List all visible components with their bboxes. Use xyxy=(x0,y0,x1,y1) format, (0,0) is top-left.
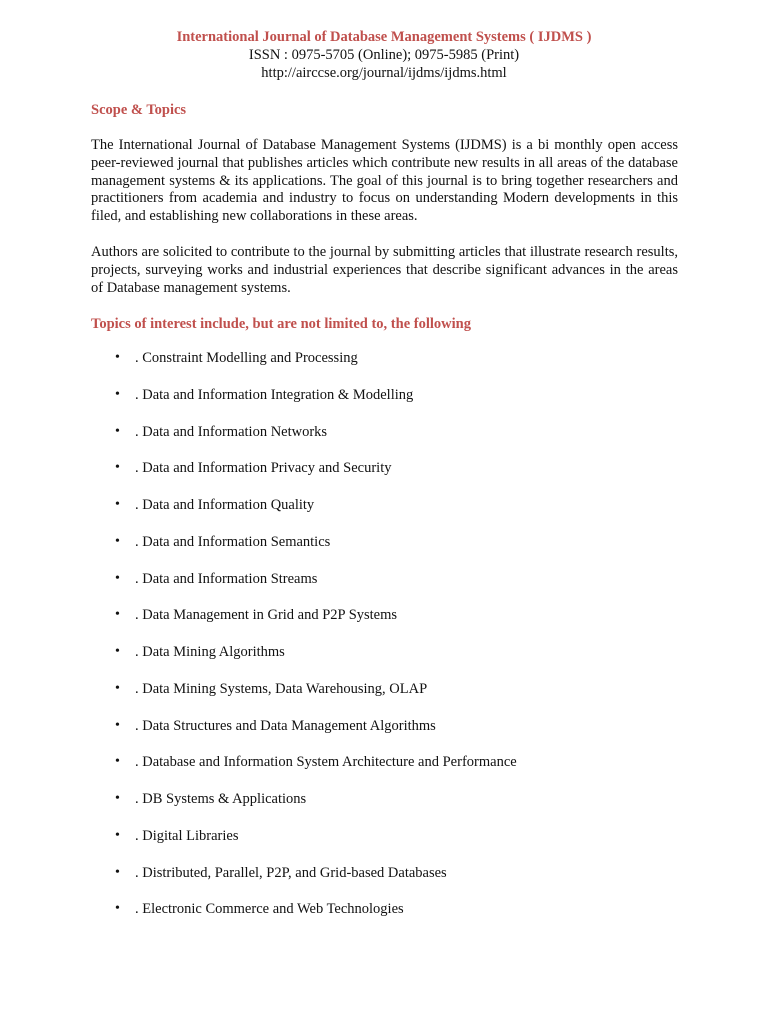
topic-text: . Data and Information Networks xyxy=(135,423,328,440)
topic-text: . Distributed, Parallel, P2P, and Grid-based Databases xyxy=(135,864,447,881)
bullet-icon: • xyxy=(115,570,120,586)
topic-text: . Data and Information Semantics xyxy=(135,533,331,550)
topic-text: . Data Mining Systems, Data Warehousing, OLAP xyxy=(135,680,428,697)
topic-text: . Data Management in Grid and P2P Systems xyxy=(135,607,398,624)
scope-paragraph-2: Authors are solicited to contribute to the journal by submitting articles that illustrate research results, projects, surveying works and industrial experiences that describe significant advances in the areas of Database management systems. xyxy=(91,244,678,296)
bullet-icon: • xyxy=(115,386,120,402)
journal-header xyxy=(0,28,768,82)
bullet-icon: • xyxy=(115,717,120,733)
bullet-icon: • xyxy=(115,350,120,365)
topic-text: . Data Mining Algorithms xyxy=(135,644,285,660)
topic-text: . Constraint Modelling and Processing xyxy=(135,350,358,366)
scope-paragraph-1: The International Journal of Database Management Systems (IJDMS) is a bi monthly open access peer-reviewed journal that publishes articles which contribute new results in all areas of the database management systems & its applications. The goal of this journal is to bring together researchers and practitioners from academia and industry to focus on understanding Modern developments in this filed, and establishing new collaborations in these areas. xyxy=(91,137,678,225)
topic-text: . Data Structures and Data Management Algorithms xyxy=(135,717,436,734)
topic-text: . Electronic Commerce and Web Technologies xyxy=(135,901,404,918)
topic-text: . DB Systems & Applications xyxy=(135,791,307,807)
bullet-icon: • xyxy=(115,864,120,880)
journal-url: http://airccse.org/journal/ijdms/ijdms.html xyxy=(261,65,507,81)
bullet-icon: • xyxy=(115,460,120,476)
bullet-icon: • xyxy=(115,533,120,549)
bullet-icon: • xyxy=(115,827,120,843)
topic-text: . Data and Information Privacy and Security xyxy=(135,460,392,477)
bullet-icon: • xyxy=(115,497,120,512)
journal-title: International Journal of Database Management Systems ( IJDMS ) xyxy=(176,29,592,45)
topics-heading: Topics of interest include, but are not limited to, the following xyxy=(91,316,471,332)
bullet-icon: • xyxy=(115,423,120,439)
bullet-icon: • xyxy=(115,607,120,623)
topic-text: . Database and Information System Architecture and Performance xyxy=(135,754,517,771)
topic-text: . Digital Libraries xyxy=(135,827,239,844)
topic-text: . Data and Information Streams xyxy=(135,570,318,587)
bullet-icon: • xyxy=(115,791,120,806)
bullet-icon: • xyxy=(115,644,120,659)
topic-text: . Data and Information Quality xyxy=(135,497,315,513)
bullet-icon: • xyxy=(115,901,120,917)
journal-issn: ISSN : 0975-5705 (Online); 0975-5985 (Print) xyxy=(248,47,520,63)
scope-heading: Scope & Topics xyxy=(91,102,187,118)
topic-text: . Data and Information Integration & Modelling xyxy=(135,386,414,403)
bullet-icon: • xyxy=(115,754,120,770)
bullet-icon: • xyxy=(115,680,120,696)
